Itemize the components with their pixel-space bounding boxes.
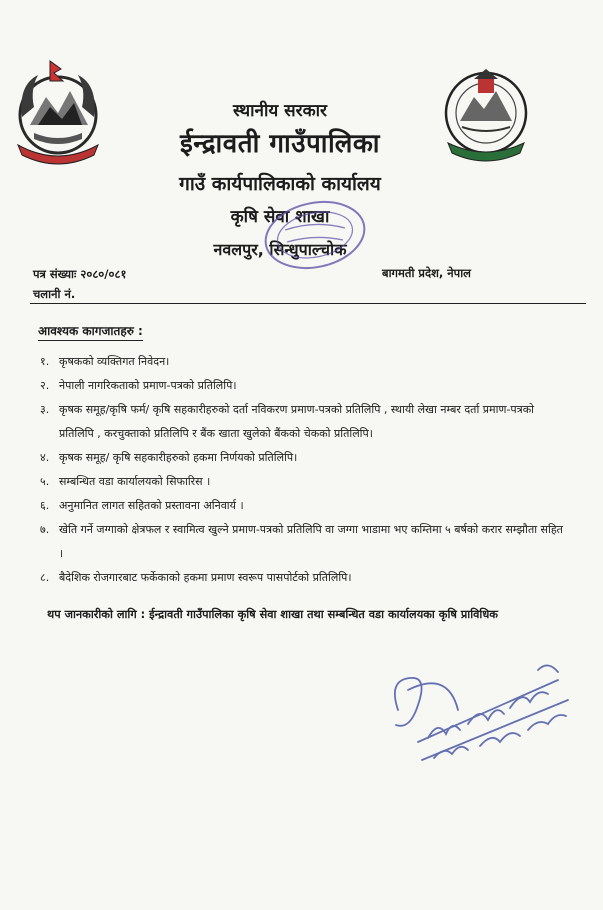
list-item bbox=[40, 446, 570, 470]
item-number: ३. bbox=[40, 403, 50, 416]
item-number: ८. bbox=[40, 571, 50, 584]
header-address: नवलपुर, सिन्धुपाल्चोक bbox=[213, 240, 347, 259]
item-number: १. bbox=[40, 355, 50, 368]
list-item bbox=[40, 518, 570, 566]
item-text: कृषकको व्यक्तिगत निवेदन। bbox=[59, 355, 170, 368]
list-item bbox=[40, 350, 570, 374]
item-number: ५. bbox=[40, 475, 50, 488]
header-section: कृषि सेवा शाखा bbox=[230, 207, 330, 227]
municipality-name: ईन्द्रावती गाउँपालिका bbox=[179, 129, 381, 159]
list-item bbox=[40, 398, 570, 446]
item-number: ६. bbox=[40, 499, 50, 512]
item-text: अनुमानित लागत सहितको प्रस्तावना अनिवार्य । bbox=[59, 499, 244, 512]
office-stamp-icon bbox=[255, 190, 375, 280]
header-line-1: स्थानीय सरकार bbox=[232, 101, 327, 121]
item-text: नेपाली नागरिकताको प्रमाण-पत्रको प्रतिलिपि। bbox=[59, 379, 237, 392]
list-item bbox=[40, 374, 570, 398]
list-item bbox=[40, 566, 570, 590]
item-text: कृषक समूह/कृषि फर्म/ कृषि सहकारीहरुको दर्ता नविकरण प्रमाण-पत्रको प्रतिलिपि , स्थायी लेखा नम्बर दर्ता प्रमाण-पत्रको प्रतिलिपि , करचुक्ताको प्रतिलिपि र बैंक खाता खुलेको बैंकको चेकको प्रतिलिपि। bbox=[59, 403, 535, 440]
additional-info: थप जानकारीको लागि : ईन्द्रावती गाउँपालिका कृषि सेवा शाखा तथा सम्बन्धित वडा कार्यालयका कृषि प्राविधिक bbox=[47, 608, 498, 621]
reference-number: पत्र संख्याः २०८०/०८१ bbox=[33, 267, 127, 281]
item-number: २. bbox=[40, 379, 50, 392]
municipality-logo-icon bbox=[436, 57, 536, 169]
documents-title: आवश्यक कागजातहरु : bbox=[38, 324, 143, 338]
dispatch-number: चलानी नं. bbox=[33, 287, 76, 301]
item-number: ७. bbox=[40, 523, 50, 536]
documents-list bbox=[40, 350, 570, 590]
province-address: बागमती प्रदेश, नेपाल bbox=[382, 266, 471, 280]
signature-icon bbox=[388, 650, 578, 770]
header-divider bbox=[30, 303, 586, 304]
item-text: बैदेशिक रोजगारबाट फर्केकाको हकमा प्रमाण स्वरूप पासपोर्टको प्रतिलिपि। bbox=[59, 571, 352, 584]
list-item bbox=[40, 470, 570, 494]
nepal-emblem-icon bbox=[8, 55, 108, 167]
item-number: ४. bbox=[40, 451, 50, 464]
list-item bbox=[40, 494, 570, 518]
item-text: सम्बन्धित वडा कार्यालयको सिफारिस । bbox=[59, 475, 211, 488]
item-text: कृषक समूह/ कृषि सहकारीहरुको हकमा निर्णयको प्रतिलिपि। bbox=[59, 451, 298, 464]
header-office: गाउँ कार्यपालिकाको कार्यालय bbox=[179, 173, 381, 195]
item-text: खेति गर्ने जग्गाको क्षेत्रफल र स्वामित्व खुल्ने प्रमाण-पत्रको प्रतिलिपि वा जग्गा भाडामा भए कम्तिमा ५ बर्षको करार सम्झौता सहित । bbox=[59, 523, 563, 560]
